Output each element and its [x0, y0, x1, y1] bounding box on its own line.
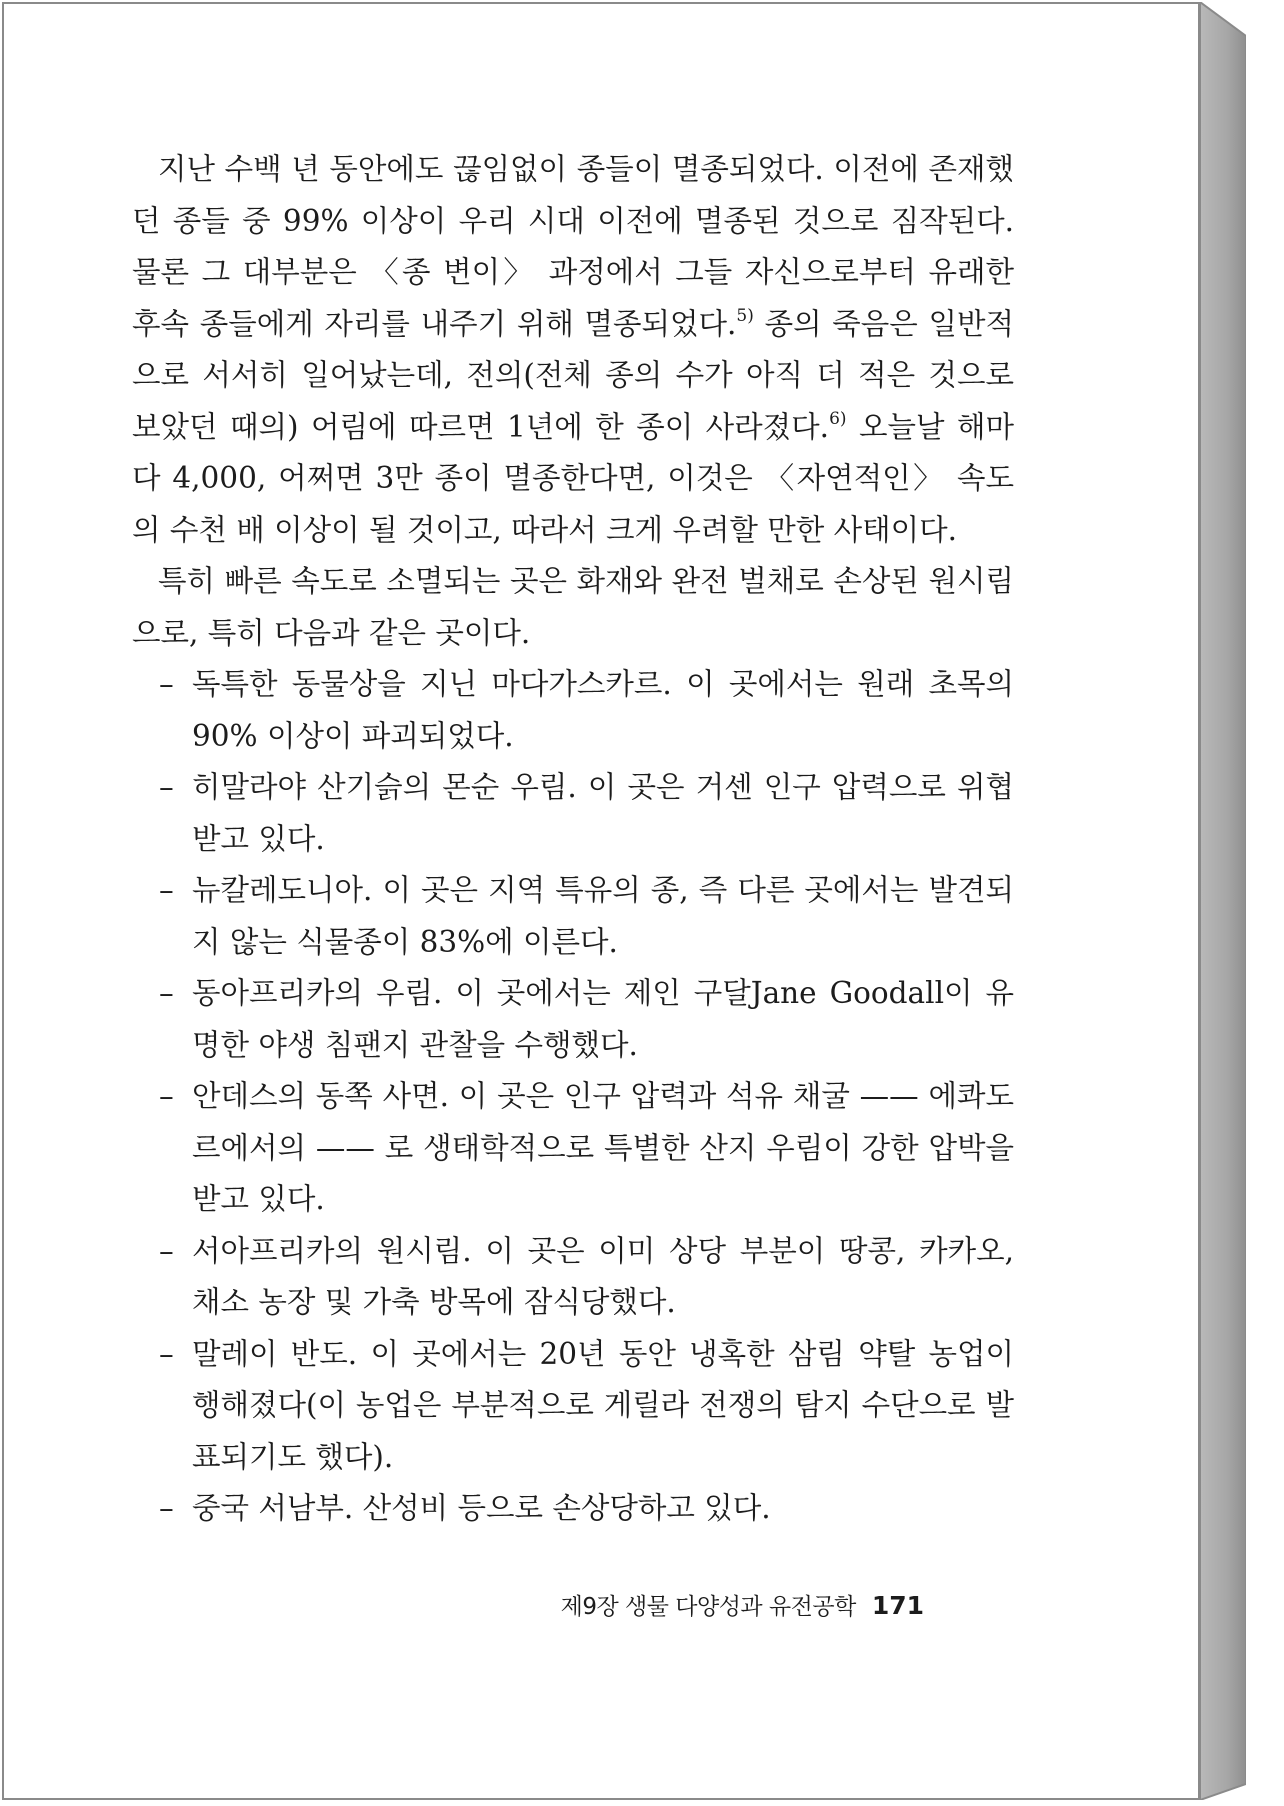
paragraph-rainforest	[132, 556, 1014, 659]
page-number: 171	[871, 1591, 924, 1620]
list-item-text: 뉴칼레도니아. 이 곳은 지역 특유의 종, 즉 다른 곳에서는 발견되지 않는 식물종이 83%에 이른다.	[192, 873, 1014, 959]
dash-marker: –	[159, 667, 174, 701]
dash-marker: –	[159, 1336, 174, 1371]
dash-marker: –	[159, 1079, 174, 1113]
dash-marker: –	[159, 873, 174, 907]
dash-marker: –	[159, 1233, 174, 1268]
list-item	[132, 1483, 1014, 1535]
chapter-title: 제9장 생물 다양성과 유전공학	[560, 1594, 856, 1620]
list-item	[132, 762, 1014, 865]
list-item-text: 동아프리카의 우림. 이 곳에서는 제인 구달Jane Goodall이 유명한 야생 침팬지 관찰을 수행했다.	[192, 976, 1014, 1062]
region-list	[132, 659, 1014, 1535]
list-item	[132, 865, 1014, 968]
dash-marker: –	[159, 770, 174, 804]
dash-marker: –	[159, 976, 174, 1010]
page-body	[132, 144, 1014, 1535]
footnote-ref: 5)	[736, 305, 754, 326]
paragraph-text: 특히 빠른 속도로 소멸되는 곳은 화재와 완전 벌채로 손상된 원시림으로, 특히 다음과 같은 곳이다.	[132, 564, 1014, 650]
paragraph-text: 종의 죽음은 일반적으로 서서히 일어났는데, 전의(전체 종의 수가 아직 더 적은 것으로 보았던 때의) 어림에 따르면 1년에 한 종이 사라졌다.	[132, 306, 1014, 444]
list-item-text: 안데스의 동쪽 사면. 이 곳은 인구 압력과 석유 채굴 —— 에콰도르에서의 —— 로 생태학적으로 특별한 산지 우림이 강한 압박을 받고 있다.	[192, 1079, 1014, 1216]
list-item	[132, 968, 1014, 1071]
list-item-text: 독특한 동물상을 지닌 마다가스카르. 이 곳에서는 원래 초목의 90% 이상이 파괴되었다.	[192, 667, 1014, 753]
running-footer	[561, 1588, 924, 1621]
list-item-text: 중국 서남부. 산성비 등으로 손상당하고 있다.	[192, 1491, 771, 1525]
dash-marker: –	[159, 1491, 174, 1525]
list-item-text: 서아프리카의 원시림. 이 곳은 이미 상당 부분이 땅콩, 카카오, 채소 농장 및 가축 방목에 잠식당했다.	[192, 1233, 1014, 1319]
book-edge-shading	[1200, 2, 1246, 1800]
paragraph-text: 지난 수백 년 동안에도 끊임없이 종들이 멸종되었다. 이전에 존재했던 종들 중 99% 이상이 우리 시대 이전에 멸종된 것으로 짐작된다. 물론 그 대부분은 〈종 변이〉 과정에서 그들 자신으로부터 유래한 후속 종들에게 자리를 내주기 위해 멸종되었다.	[132, 152, 1014, 341]
list-item	[132, 659, 1014, 762]
list-item-text: 히말라야 산기슭의 몬순 우림. 이 곳은 거센 인구 압력으로 위협받고 있다.	[192, 770, 1014, 856]
book-page	[2, 2, 1200, 1800]
list-item-text: 말레이 반도. 이 곳에서는 20년 동안 냉혹한 삼림 약탈 농업이 행해졌다(이 농업은 부분적으로 게릴라 전쟁의 탐지 수단으로 발표되기도 했다).	[192, 1336, 1014, 1474]
list-item	[132, 1329, 1014, 1484]
paragraph-extinction-rate	[132, 144, 1014, 556]
list-item	[132, 1071, 1014, 1226]
paragraph-text: 오늘날 해마다 4,000, 어쩌면 3만 종이 멸종한다면, 이것은 〈자연적인〉 속도의 수천 배 이상이 될 것이고, 따라서 크게 우려할 만한 사태이다.	[132, 409, 1014, 547]
list-item	[132, 1226, 1014, 1329]
footnote-ref: 6)	[829, 408, 847, 429]
